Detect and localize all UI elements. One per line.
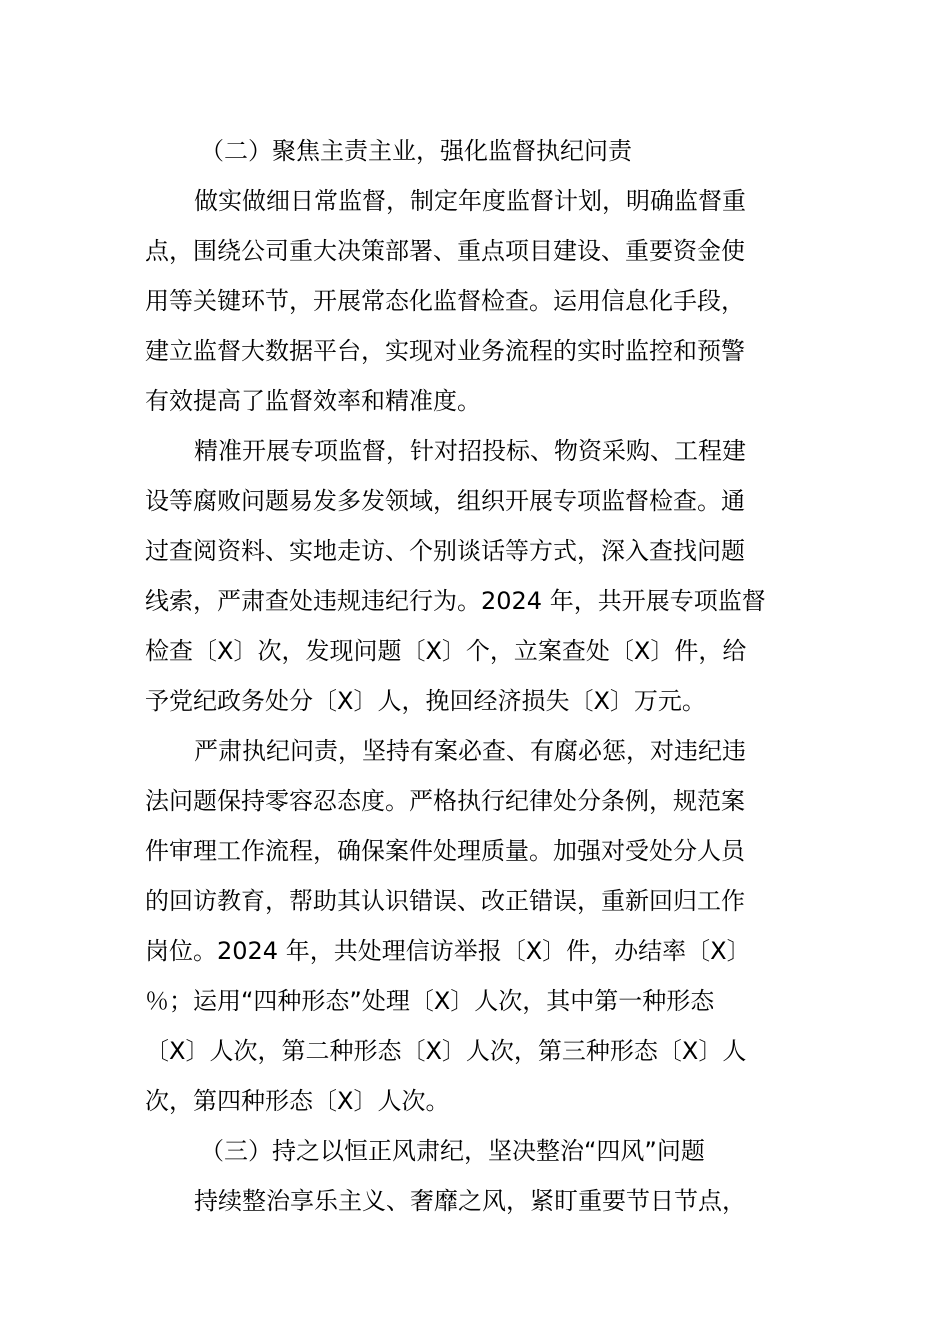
paragraph-line: 点，围绕公司重大决策部署、重点项目建设、重要资金使 bbox=[145, 237, 745, 265]
paragraph-line: 次，第四种形态〔X〕人次。 bbox=[145, 1087, 450, 1115]
section-heading-3: （三）持之以恒正风肃纪，坚决整治“四风”问题 bbox=[200, 1137, 705, 1165]
paragraph-line: 用等关键环节，开展常态化监督检查。运用信息化手段， bbox=[145, 287, 745, 315]
paragraph-line: 岗位。2024 年，共处理信访举报〔X〕件，办结率〔X〕 bbox=[145, 937, 751, 965]
paragraph-line: 的回访教育，帮助其认识错误、改正错误，重新回归工作 bbox=[145, 887, 745, 915]
paragraph-line: 过查阅资料、实地走访、个别谈话等方式，深入查找问题 bbox=[145, 537, 745, 565]
paragraph-line: ％；运用“四种形态”处理〔X〕人次，其中第一种形态 bbox=[145, 987, 715, 1015]
paragraph-line: 〔X〕人次，第二种形态〔X〕人次，第三种形态〔X〕人 bbox=[145, 1037, 747, 1065]
paragraph-line: 严肃执纪问责，坚持有案必查、有腐必惩，对违纪违 bbox=[194, 737, 746, 765]
paragraph-line: 法问题保持零容忍态度。严格执行纪律处分条例，规范案 bbox=[145, 787, 745, 815]
paragraph-line: 有效提高了监督效率和精准度。 bbox=[145, 387, 481, 415]
paragraph-line: 做实做细日常监督，制定年度监督计划，明确监督重 bbox=[194, 187, 746, 215]
paragraph-line: 线索，严肃查处违规违纪行为。2024 年，共开展专项监督 bbox=[145, 587, 766, 615]
paragraph-line: 件审理工作流程，确保案件处理质量。加强对受处分人员 bbox=[145, 837, 745, 865]
paragraph-line: 予党纪政务处分〔X〕人，挽回经济损失〔X〕万元。 bbox=[145, 687, 706, 715]
paragraph-line: 设等腐败问题易发多发领域，组织开展专项监督检查。通 bbox=[145, 487, 745, 515]
paragraph-line: 检查〔X〕次，发现问题〔X〕个，立案查处〔X〕件，给 bbox=[145, 637, 747, 665]
section-heading-2: （二）聚焦主责主业，强化监督执纪问责 bbox=[200, 137, 632, 165]
paragraph-line: 建立监督大数据平台，实现对业务流程的实时监控和预警 bbox=[145, 337, 745, 365]
paragraph-line: 精准开展专项监督，针对招投标、物资采购、工程建 bbox=[194, 437, 746, 465]
paragraph-line: 持续整治享乐主义、奢靡之风，紧盯重要节日节点， bbox=[194, 1187, 746, 1215]
